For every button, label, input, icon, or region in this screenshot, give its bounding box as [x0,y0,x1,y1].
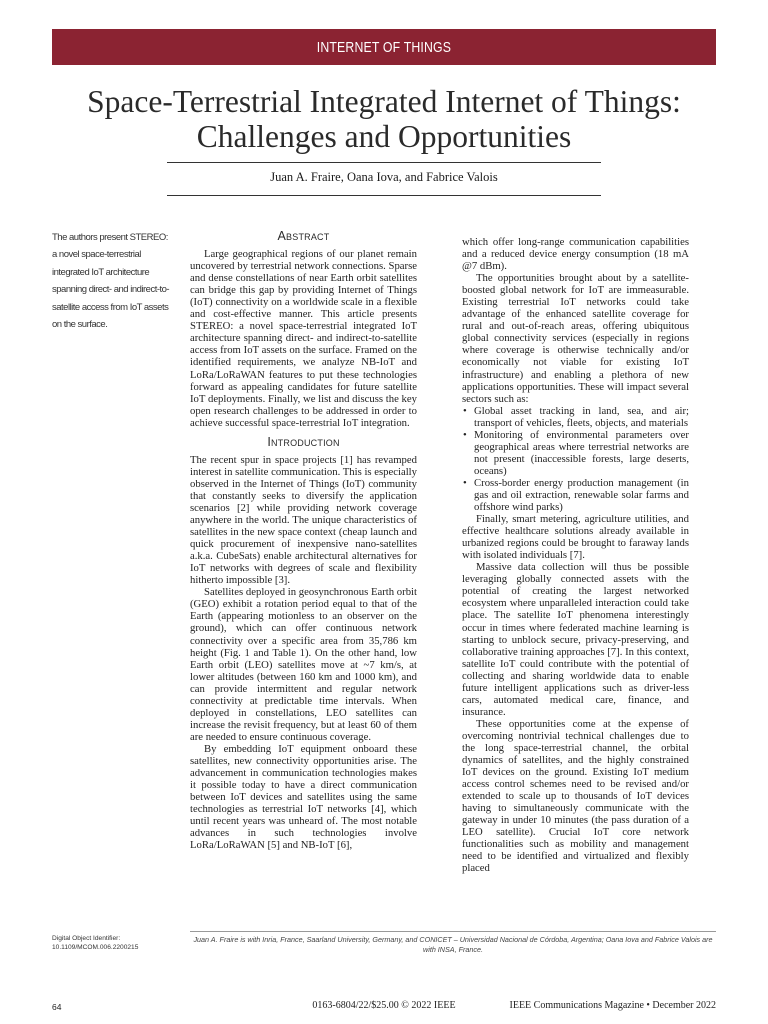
opportunities-paragraph: The opportunities brought about by a satellite-boosted global network for IoT are immeasurable. Existing terrestrial IoT networks could take advantage of the enhanced satellite coverage for rural and out-of-reach areas, offering ubiquitous global connectivity services (especially in regions where coverage is otherwise technically and/or economically not viable for existing IoT infrastructure) and enabling a plethora of new applications opportunities. These will impact several sectors such as: [462,272,689,405]
intro-paragraph-3: By embedding IoT equipment onboard these satellites, new connectivity opportunities arise. The advancement in communication technologies makes it possible today to have a direct communication between IoT devices and satellites using the same technologies as terrestrial IoT networks [4], which until recent years was unheard of. The most notable advances in such technologies involve LoRa/LoRaWAN [5] and NB-IoT [6], [190,742,417,852]
magazine-issue: IEEE Communications Magazine • December 2022 [509,1000,716,1011]
smart-metering-paragraph: Finally, smart metering, agriculture utilities, and effective healthcare solutions already available in urbanized regions could be brought to faraway lands with isolated individuals [7]. [462,513,689,562]
doi-note: Digital Object Identifier: 10.1109/MCOM.006.2200215 [52,935,139,951]
abstract-text: Large geographical regions of our planet remain uncovered by terrestrial network connections. Sparse and dense constellations of near Earth orbit satellites can bridge this gap by providing Internet of Things (IoT) connectivity on a worldwide scale in a flexible and cost-effective manner. This article presents STEREO: a novel space-terrestrial integrated IoT architecture spanning direct- and indirect-to-satellite access from IoT assets on the surface. Framed on the identified requirements, we analyze NB-IoT and LoRa/LoRaWAN features to put these technologies forward as appealing candidates for future satellite IoT deployments. Finally, we list and discuss the key open research challenges to be addressed in order to achieve successful space-terrestrial IoT integration. [190,248,417,429]
text-column-left [190,226,417,851]
text-column-right [462,236,689,874]
abstract-heading: Abstract [277,229,330,243]
article-title: Space-Terrestrial Integrated Internet of Things: Challenges and Opportunities [87,84,681,154]
page-number: 64 [52,1002,62,1012]
sector-list [462,405,689,513]
challenges-paragraph: These opportunities come at the expense of overcoming nontrivial technical challenges due to the long space-terrestrial channel, the orbital dynamics of satellites, and the highly constrained IoT devices on the ground. Existing IoT medium access control schemes need to be revised and/or extended to scale up to thousands of IoT devices having to simultaneously communicate with the gateway in under 10 minutes (the pass duration of a LEO satellite). Crucial IoT core network functionalities such as mobility and management need to be identified and virtualized and flexibly placed [462,717,689,875]
intro-paragraph-2: Satellites deployed in geosynchronous Earth orbit (GEO) exhibit a rotation period equal to that of the Earth (appearing motionless to an observer on the ground), which can offer continuous network connectivity over a specific area from 35,786 km height (Fig. 1 and Table 1). On the other hand, low Earth orbit (LEO) satellites move at ~7 km/s, at lower altitudes (between 160 km and 1000 km), and can provide intermittent and regular network connectivity at predictable time intervals. When deployed in constellations, LEO satellites can increase the revisit frequency, but at least 60 of them are needed to ensure continuous coverage. [190,586,417,743]
intro-paragraph-1: The recent spur in space projects [1] has revamped interest in satellite communication. This is especially observed in the Internet of Things (IoT) community that constantly seeks to diversify the application scenarios [2] while providing network coverage anywhere in the world. The unique characteristics of satellites in the new space context (cheap launch and quick procurement of inexpensive nano-satellites a.k.a. CubeSats) enable architectural alternatives for IoT networks with degrees of scale and flexibility hitherto impossible [3]. [190,453,417,587]
pull-quote: The authors present STEREO: a novel space-terrestrial integrated IoT architecture spanning direct- and indirect-to-satellite access from IoT assets on the surface. [52,232,170,331]
title-divider [167,162,601,163]
continued-paragraph: which offer long-range communication capabilities and a reduced device energy consumption (18 mA @7 dBm). [462,236,689,273]
data-collection-paragraph: Massive data collection will thus be possible leveraging globally connected assets with the potential of creating the largest networked ecosystem where unparalleled interaction could take place. The satellite IoT phenomena interestingly occur in times where federated machine learning is starting to unblock secure, privacy-preserving, and collaborative training approaches [7]. In this context, satellite IoT could contribute with the potential of collecting and sharing worldwide data to enable future intelligent applications such as driver-less cars, automated medical care, finance, and insurance. [462,561,689,718]
author-affiliation-note: Juan A. Fraire is with Inria, France, Saarland University, Germany, and CONICET – Universidad Nacional de Córdoba, Argentina; Oana Iova and Fabrice Valois are with INSA, France. [193,935,713,954]
list-item: • Monitoring of environmental parameters over geographical areas where terrestrial networks are not present (inaccessible forests, large deserts, oceans) [462,429,689,477]
footnote-divider [190,931,716,932]
list-item: • Global asset tracking in land, sea, and air; transport of vehicles, fleets, objects, and materials [462,405,689,429]
list-item: • Cross-border energy production management (in gas and oil extraction, renewable solar farms and offshore wind parks) [462,477,689,513]
author-divider [167,195,601,196]
issn-line: 0163-6804/22/$25.00 © 2022 IEEE [312,1000,456,1011]
section-banner [52,29,716,65]
section-label: INTERNET OF THINGS [316,38,452,56]
introduction-heading: Introduction [267,434,340,449]
author-line: Juan A. Fraire, Oana Iova, and Fabrice Valois [270,170,498,184]
